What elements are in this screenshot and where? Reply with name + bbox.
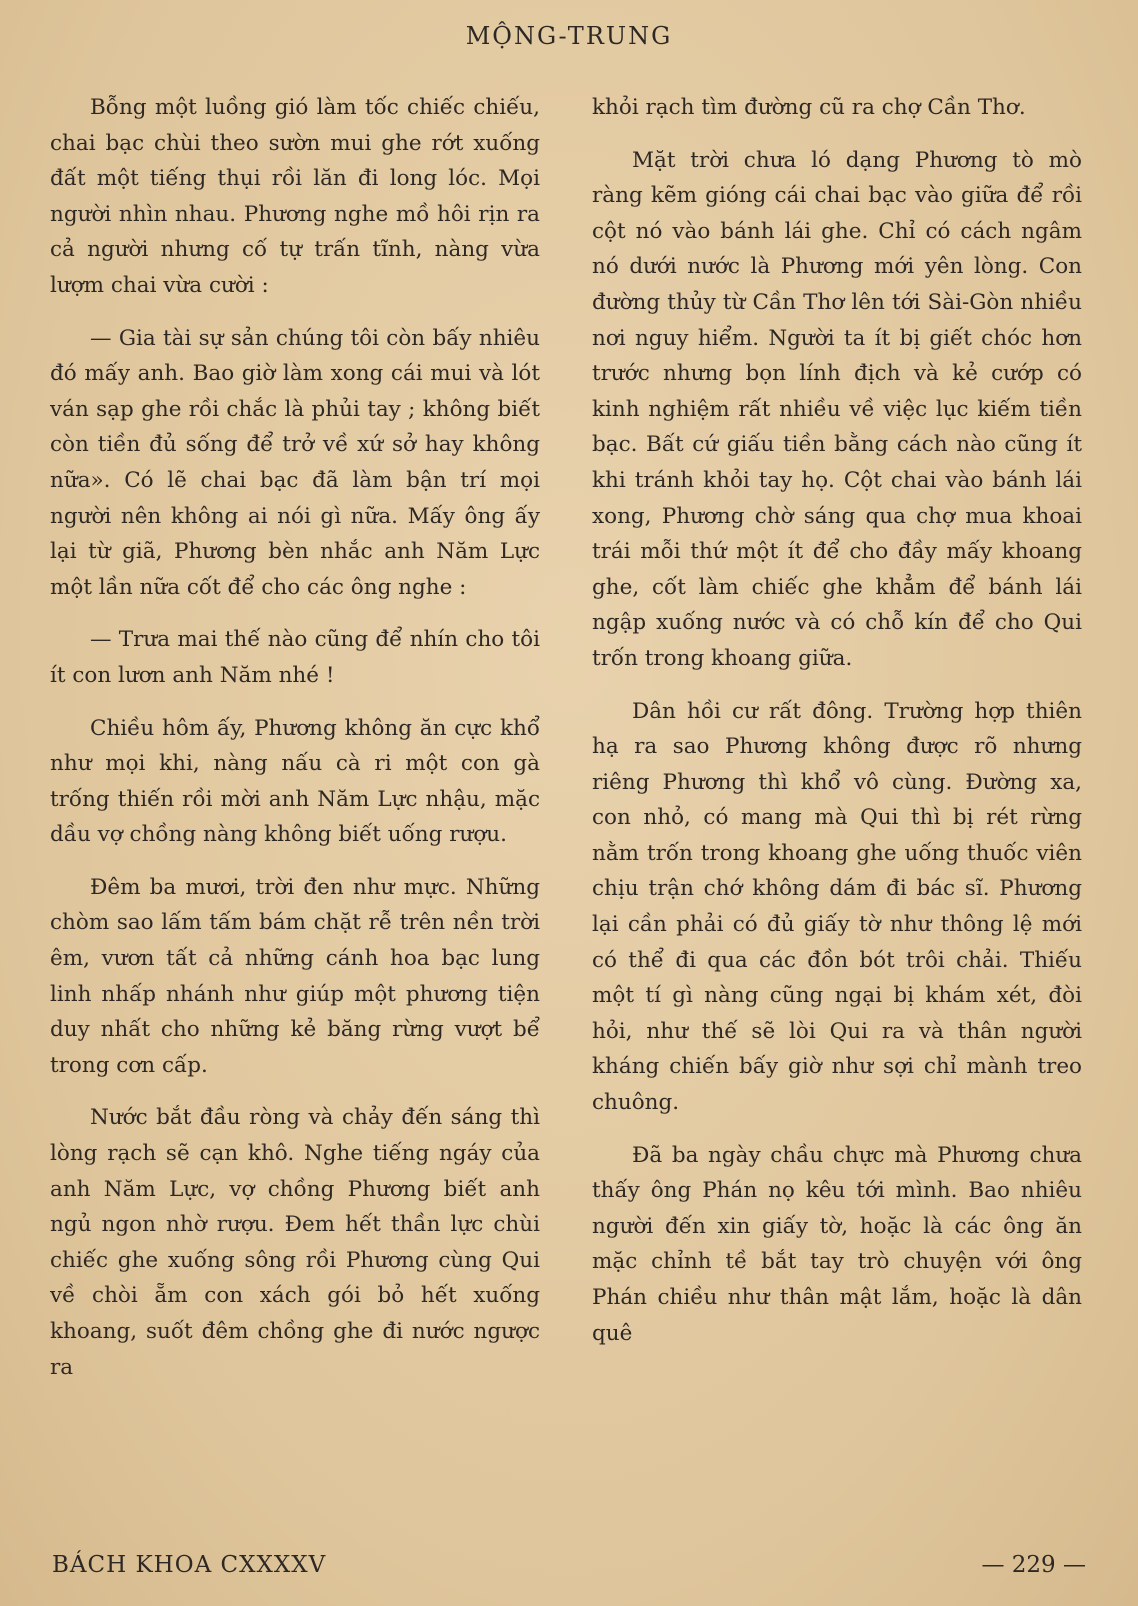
paragraph: Đêm ba mươi, trời đen như mực. Những chòm sao lấm tấm bám chặt rễ trên nền trời êm, vươn tất cả những cánh hoa bạc lung linh nhấp nhánh như giúp một phương tiện duy nhất cho những kẻ băng rừng vượt bể trong cơn cấp. xyxy=(50,874,540,1078)
paragraph: Chiều hôm ấy, Phương không ăn cực khổ như mọi khi, nàng nấu cà ri một con gà trống thiến rồi mời anh Năm Lực nhậu, mặc dầu vợ chồng nàng không biết uống rượu. xyxy=(50,715,540,848)
publication-footer: BÁCH KHOA CXXXXV xyxy=(52,1552,327,1578)
left-column xyxy=(50,90,540,1402)
paragraph: Bỗng một luồng gió làm tốc chiếc chiếu, chai bạc chùi theo sườn mui ghe rớt xuống đất một tiếng thụi rồi lăn đi long lóc. Mọi người nhìn nhau. Phương nghe mồ hôi rịn ra cả người nhưng cố tự trấn tĩnh, nàng vừa lượm chai vừa cười : xyxy=(50,95,540,298)
paragraph: Dân hồi cư rất đông. Trường hợp thiên hạ ra sao Phương không được rõ nhưng riêng Phương thì khổ vô cùng. Đường xa, con nhỏ, có mang mà Qui thì bị rét rừng nằm trốn trong khoang ghe uống thuốc viên chịu trận chớ không dám đi bác sĩ. Phương lại cần phải có đủ giấy tờ như thông lệ mới có thể đi qua các đồn bót trôi chải. Thiếu một tí gì nàng cũng ngại bị khám xét, đòi hỏi, như thế sẽ lòi Qui ra và thân người kháng chiến bấy giờ như sợi chỉ mành treo chuông. xyxy=(592,698,1082,1116)
paragraph: — Gia tài sự sản chúng tôi còn bấy nhiêu đó mấy anh. Bao giờ làm xong cái mui và lót ván sạp ghe rồi chắc là phủi tay ; không biết còn tiền đủ sống để trở về xứ sở hay không nữa». Có lẽ chai bạc đã làm bận trí mọi người nên không ai nói gì nữa. Mấy ông ấy lại từ giã, Phương bèn nhắc anh Năm Lực một lần nữa cốt để cho các ông nghe : xyxy=(50,325,540,600)
paragraph: Mặt trời chưa ló dạng Phương tò mò ràng kẽm gióng cái chai bạc vào giữa để rồi cột nó vào bánh lái ghe. Chỉ có cách ngâm nó dưới nước là Phương mới yên lòng. Con đường thủy từ Cần Thơ lên tới Sài-Gòn nhiều nơi nguy hiểm. Người ta ít bị giết chóc hơn trước nhưng bọn lính địch và kẻ cướp có kinh nghiệm rất nhiều về việc lục kiếm tiền bạc. Bất cứ giấu tiền bằng cách nào cũng ít khi tránh khỏi tay họ. Cột chai vào bánh lái xong, Phương chờ sáng qua chợ mua khoai trái mỗi thứ một ít để cho đầy mấy khoang ghe, cốt làm chiếc ghe khẳm để bánh lái ngập xuống nước và có chỗ kín để cho Qui trốn trong khoang giữa. xyxy=(592,147,1082,671)
paragraph: Nước bắt đầu ròng và chảy đến sáng thì lòng rạch sẽ cạn khô. Nghe tiếng ngáy của anh Năm Lực, vợ chồng Phương biết anh ngủ ngon nhờ rượu. Đem hết thần lực chùi chiếc ghe xuống sông rồi Phương cùng Qui về chòi ẵm con xách gói bỏ hết xuống khoang, suốt đêm chồng ghe đi nước ngược ra xyxy=(50,1105,540,1380)
page-number: — 229 — xyxy=(981,1552,1086,1578)
paragraph: Đã ba ngày chầu chực mà Phương chưa thấy ông Phán nọ kêu tới mình. Bao nhiêu người đến xin giấy tờ, hoặc là các ông ăn mặc chỉnh tề bắt tay trò chuyện với ông Phán chiều như thân mật lắm, hoặc là dân quê xyxy=(592,1142,1082,1346)
right-column xyxy=(592,90,1082,1368)
paragraph-continued: khỏi rạch tìm đường cũ ra chợ Cần Thơ. xyxy=(592,95,1026,120)
paragraph: — Trưa mai thế nào cũng để nhín cho tôi ít con lươn anh Năm nhé ! xyxy=(50,627,540,688)
running-header: MỘNG-TRUNG xyxy=(465,22,673,50)
